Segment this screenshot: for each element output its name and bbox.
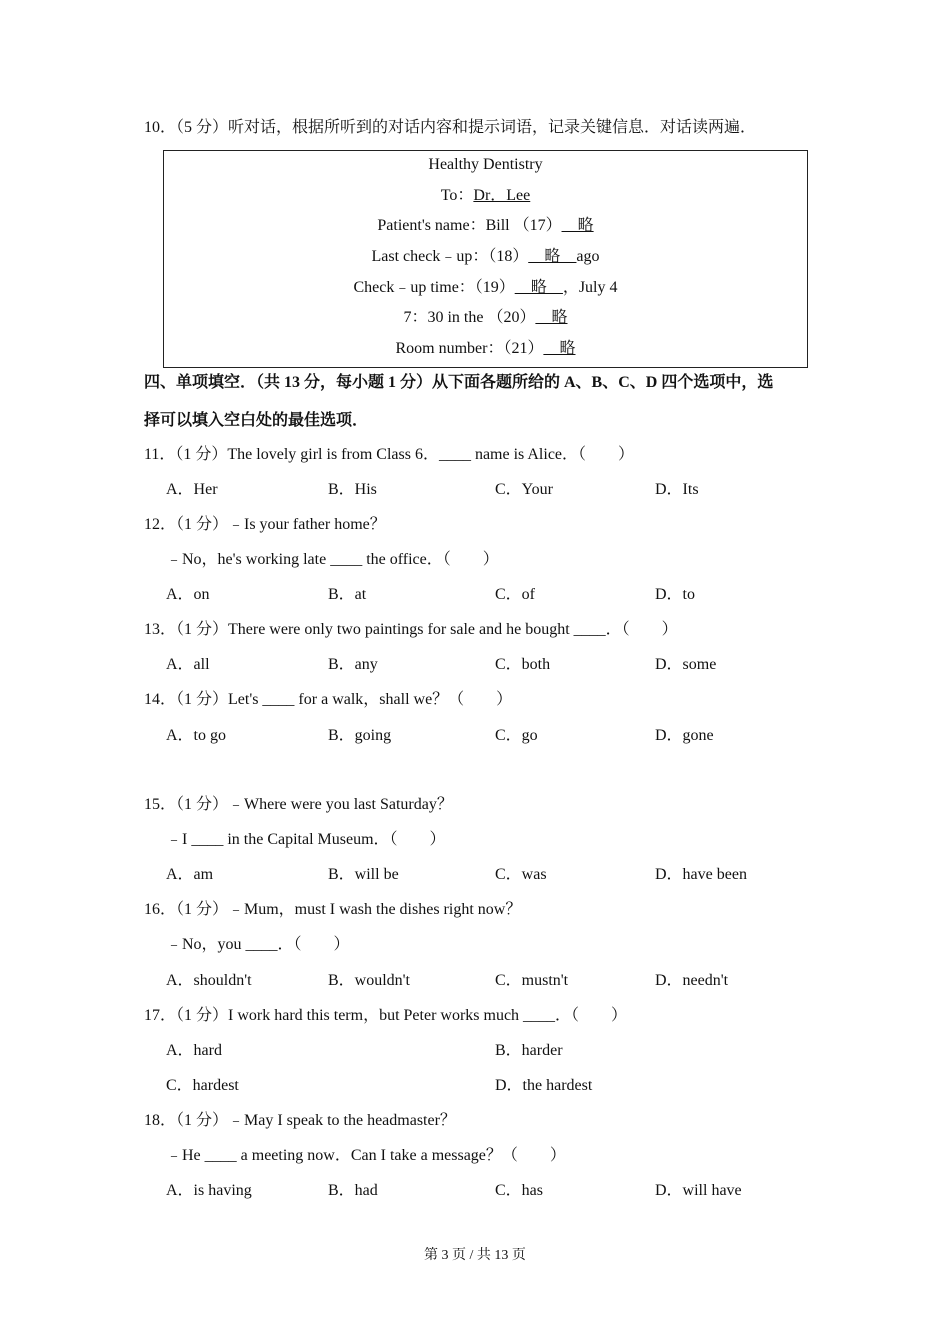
question-14-option-a[interactable]: A．to go: [166, 727, 227, 744]
question-16-stem-2: ﹣No，you ____．（ ）: [166, 936, 350, 953]
question-16-stem: 16．（1 分）﹣Mum，must I wash the dishes right now？: [144, 901, 522, 918]
question-18-option-d[interactable]: D．will have: [655, 1182, 742, 1199]
question-12-option-c[interactable]: C．of: [495, 586, 536, 603]
question-16-option-d[interactable]: D．needn't: [655, 972, 729, 989]
note-to-value: Dr．Lee: [473, 187, 531, 204]
note-time-value: __略__: [514, 279, 563, 296]
question-12-option-d[interactable]: D．to: [655, 586, 696, 603]
note-checkup-label: Last check﹣up：（18）: [371, 248, 529, 265]
question-17-option-d[interactable]: D．the hardest: [495, 1077, 593, 1094]
question-15-option-a[interactable]: A．am: [166, 866, 214, 883]
note-checkup-value: __略__: [528, 248, 577, 265]
note-room-line: [164, 339, 807, 359]
note-room-value: __略: [543, 340, 576, 357]
question-18-stem-2: ﹣He ____ a meeting now．Can I take a message？（ ）: [166, 1147, 566, 1164]
note-clock-line: [164, 308, 807, 328]
question-13-stem: 13．（1 分）There were only two paintings for sale and he bought ____．（ ）: [144, 621, 678, 638]
note-patient-label: Patient's name：Bill （17）: [377, 217, 562, 234]
question-11-option-d[interactable]: D．Its: [655, 481, 699, 498]
note-room-label: Room number：（21）: [395, 340, 544, 357]
question-13-option-a[interactable]: A．all: [166, 656, 210, 673]
question-15-option-c[interactable]: C．was: [495, 866, 547, 883]
note-to-label: To：: [440, 187, 474, 204]
question-17-stem: 17．（1 分）I work hard this term，but Peter works much ____．（ ）: [144, 1007, 628, 1024]
question-11-stem: 11．（1 分）The lovely girl is from Class 6．____ name is Alice．（ ）: [144, 446, 635, 463]
section-4-heading-line-1: 四、单项填空．（共 13 分，每小题 1 分）从下面各题所给的 A、B、C、D 四个选项中，选: [144, 374, 774, 391]
question-15-option-d[interactable]: D．have been: [655, 866, 747, 883]
question-12-stem-2: ﹣No，he's working late ____ the office．（ ）: [166, 551, 499, 568]
question-14-option-c[interactable]: C．go: [495, 727, 538, 744]
section-4-heading-line-2: 择可以填入空白处的最佳选项．: [144, 412, 369, 429]
page-footer: 第 3 页 / 共 13 页: [424, 1248, 526, 1263]
question-12-option-a[interactable]: A．on: [166, 586, 210, 603]
question-14-stem: 14．（1 分）Let's ____ for a walk，shall we？（ ）: [144, 691, 513, 708]
question-17-option-c[interactable]: C．hardest: [166, 1077, 239, 1094]
note-time-suffix: ，July 4: [562, 279, 618, 296]
question-13-option-d[interactable]: D．some: [655, 656, 717, 673]
question-11-option-a[interactable]: A．Her: [166, 481, 218, 498]
question-12-option-b[interactable]: B．at: [328, 586, 367, 603]
note-time-line: [164, 278, 807, 298]
question-13-option-c[interactable]: C．both: [495, 656, 551, 673]
note-checkup-suffix: ago: [576, 248, 600, 265]
question-17-option-a[interactable]: A．hard: [166, 1042, 222, 1059]
question-16-option-b[interactable]: B．wouldn't: [328, 972, 411, 989]
note-patient-value: __略: [561, 217, 594, 234]
dentistry-note-box: [163, 150, 808, 368]
question-15-stem: 15．（1 分）﹣Where were you last Saturday？: [144, 796, 453, 813]
question-11-option-b[interactable]: B．His: [328, 481, 377, 498]
note-patient-line: [164, 216, 807, 236]
note-time-label: Check﹣up time：（19）: [353, 279, 515, 296]
question-18-option-b[interactable]: B．had: [328, 1182, 378, 1199]
note-checkup-line: [164, 247, 807, 267]
question-13-option-b[interactable]: B．any: [328, 656, 378, 673]
question-14-option-b[interactable]: B．going: [328, 727, 392, 744]
question-16-option-c[interactable]: C．mustn't: [495, 972, 569, 989]
question-14-option-d[interactable]: D．gone: [655, 727, 714, 744]
question-18-stem: 18．（1 分）﹣May I speak to the headmaster？: [144, 1112, 456, 1129]
question-16-option-a[interactable]: A．shouldn't: [166, 972, 252, 989]
question-15-option-b[interactable]: B．will be: [328, 866, 399, 883]
question-18-option-a[interactable]: A．is having: [166, 1182, 252, 1199]
question-18-option-c[interactable]: C．has: [495, 1182, 544, 1199]
note-title: Healthy Dentistry: [428, 156, 543, 173]
note-clock-label: 7：30 in the （20）: [403, 309, 536, 326]
question-12-stem: 12．（1 分）﹣Is your father home？: [144, 516, 386, 533]
note-clock-value: __略: [535, 309, 568, 326]
question-11-option-c[interactable]: C．Your: [495, 481, 553, 498]
note-to-line: [164, 186, 807, 206]
question-17-option-b[interactable]: B．harder: [495, 1042, 563, 1059]
question-10-stem: 10．（5 分）听对话，根据所听到的对话内容和提示词语，记录关键信息．对话读两遍．: [144, 119, 757, 136]
question-15-stem-2: ﹣I ____ in the Capital Museum．（ ）: [166, 831, 446, 848]
